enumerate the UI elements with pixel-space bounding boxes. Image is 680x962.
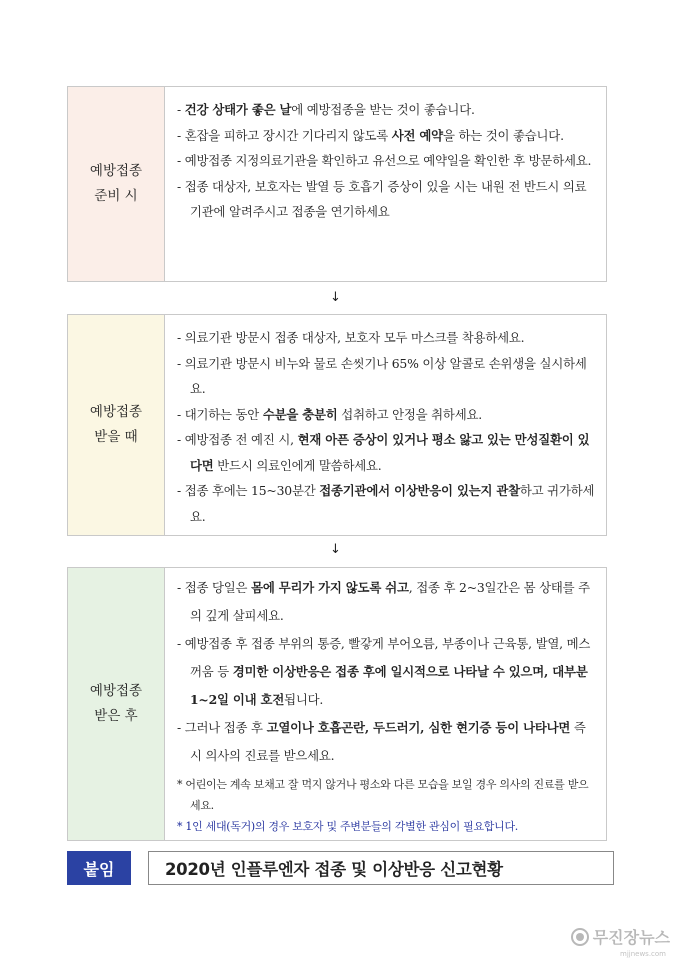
watermark-logo-icon [571,928,589,946]
label-line1: 예방접종 [89,404,143,420]
list-item [177,478,596,529]
item-text: - 의료기관 방문시 비누와 물로 손씻기나 65% 이상 알콜로 손위생을 실시하세요. [177,355,587,396]
item-text: - 접종 대상자, 보호자는 발열 등 호흡기 증상이 있을 시는 내원 전 반드시 의료기관에 알려주시고 접종을 연기하세요 [177,178,587,219]
item-text: - 대기하는 동안 [177,406,263,422]
item-text: - 예방접종 전 예진 시, [177,432,298,447]
bold-text: 접종기관에서 이상반응이 있는지 관찰 [319,483,520,498]
section-content [165,568,606,840]
section-label [68,568,165,840]
attachment-badge: 붙임 [67,851,131,885]
item-text: 됩니다. [284,692,324,707]
bold-text: 몸에 무리가 가지 않도록 쉬고 [251,580,409,595]
items-container [177,574,596,770]
bold-text: 건강 상태가 좋은 날 [184,102,292,117]
label-line1: 예방접종 [89,163,143,179]
list-item [177,351,596,402]
section-before-vaccination [67,86,607,282]
section-content [165,87,606,281]
item-text: - 접종 후에는 15~30분간 [177,483,320,498]
item-text: 하고 귀가하세요. [190,483,595,524]
item-text: - 예방접종 후 접종 부위의 통증, 빨갛게 부어오름, 부종이나 근육통, 발열, 메스꺼움 등 [177,636,591,679]
label-line2: 받은 후 [94,708,138,724]
item-text: , 접종 후 2~3일간은 몸 상태를 주의 깊게 살피세요. [190,580,590,623]
note-children: * 어린이는 계속 보채고 잘 먹지 않거나 평소와 다른 모습을 보일 경우 의사의 진료를 받으세요. [177,778,589,812]
note-single-household: * 1인 세대(독거)의 경우 보호자 및 주변분들의 각별한 관심이 필요합니다. [177,820,518,833]
item-text: - 의료기관 방문시 접종 대상자, 보호자 모두 마스크를 착용하세요. [177,330,525,345]
label-line2: 준비 시 [94,188,138,204]
list-item [177,427,596,478]
down-arrow-icon: ↓ [330,542,341,557]
list-item [177,325,596,351]
list-item [177,402,596,428]
section-content [165,315,606,535]
section-label [68,87,165,281]
bold-text: 경미한 이상반응은 접종 후에 일시적으로 나타날 수 있으며, 대부분 1~2일 이내 호전 [190,664,588,707]
list-item [177,97,596,123]
item-text: 즉시 의사의 진료를 받으세요. [190,720,586,763]
list-item [177,574,596,630]
bold-text: 수분을 충분히 [262,406,338,422]
item-text: 반드시 의료인에게 말씀하세요. [213,457,382,473]
watermark-sub: mjjnews.com [620,950,666,958]
item-text: - 혼잡을 피하고 장시간 기다리지 않도록 [177,127,392,143]
bold-text: 사전 예약 [391,127,443,143]
label-line2: 받을 때 [94,429,138,445]
item-text: - [177,102,185,117]
item-text: 에 예방접종을 받는 것이 좋습니다. [291,102,475,117]
item-text: 섭취하고 안정을 취하세요. [337,406,482,422]
section-after-vaccination [67,567,607,841]
list-item [177,174,596,225]
watermark [571,925,670,948]
section-during-vaccination [67,314,607,536]
list-item [177,148,596,174]
list-item [177,123,596,149]
down-arrow-icon: ↓ [330,290,341,305]
bold-text: 현재 아픈 증상이 있거나 평소 앓고 있는 만성질환이 있다면 [190,432,590,473]
item-text: - 접종 당일은 [177,580,252,595]
list-item [177,630,596,714]
label-line1: 예방접종 [89,683,143,699]
bold-text: 고열이나 호흡곤란, 두드러기, 심한 현기증 등이 나타나면 [266,720,571,735]
attachment-title: 2020년 인플루엔자 접종 및 이상반응 신고현황 [148,851,614,885]
watermark-text: 무진장뉴스 [592,928,670,947]
section-label [68,315,165,535]
item-text: - 그러나 접종 후 [177,720,267,735]
item-text: 을 하는 것이 좋습니다. [442,127,564,143]
list-item [177,714,596,770]
item-text: - 예방접종 지정의료기관을 확인하고 유선으로 예약일을 확인한 후 방문하세요. [177,153,592,168]
